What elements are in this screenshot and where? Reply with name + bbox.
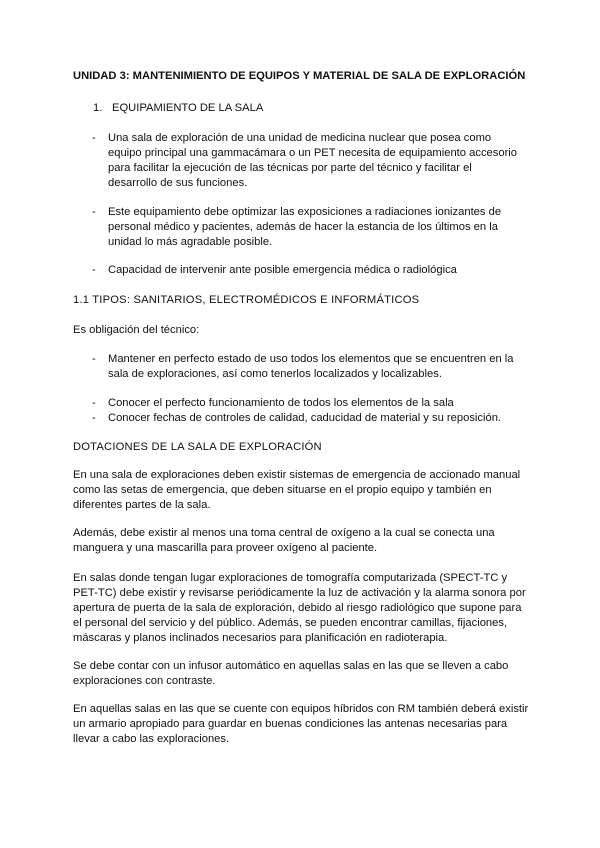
list-item bbox=[92, 396, 522, 411]
bullet-dash: - bbox=[92, 412, 96, 424]
list-item-text: Capacidad de intervenir ante posible emergencia médica o radiológica bbox=[108, 264, 457, 276]
list-item-text: Este equipamiento debe optimizar las exposiciones a radiaciones ionizantes de personal médico y pacientes, además de hacer la estancia de los últimos en la unidad lo más agradable posible. bbox=[108, 206, 502, 248]
subheading-dotaciones: DOTACIONES DE LA SALA DE EXPLORACIÓN bbox=[73, 441, 322, 453]
list-item-text: Conocer fechas de controles de calidad, caducidad de material y su reposición. bbox=[108, 412, 502, 424]
obligation-intro: Es obligación del técnico: bbox=[73, 324, 200, 336]
document-title: UNIDAD 3: MANTENIMIENTO DE EQUIPOS Y MATERIAL DE SALA DE EXPLORACIÓN bbox=[73, 70, 526, 82]
list-item bbox=[92, 131, 522, 191]
section-number: 1. bbox=[93, 102, 103, 114]
list-item-text: Conocer el perfecto funcionamiento de todos los elementos de la sala bbox=[108, 397, 454, 409]
paragraph: Además, debe existir al menos una toma central de oxígeno a la cual se conecta una manguera y una mascarilla para proveer oxígeno al paciente. bbox=[73, 527, 495, 554]
bullet-dash: - bbox=[92, 132, 96, 144]
paragraph: En aquellas salas en las que se cuente con equipos híbridos con RM también deberá existir un armario apropiado para guardar en buenas condiciones las antenas necesarias para llevar a cabo las exploraciones. bbox=[73, 703, 529, 745]
paragraph: Se debe contar con un infusor automático en aquellas salas en las que se lleven a cabo exploraciones con contraste. bbox=[73, 660, 509, 687]
list-item bbox=[92, 411, 522, 426]
section-label: EQUIPAMIENTO DE LA SALA bbox=[112, 102, 264, 114]
subheading-tipos: 1.1 TIPOS: SANITARIOS, ELECTROMÉDICOS E INFORMÁTICOS bbox=[73, 294, 420, 306]
list-item bbox=[92, 352, 522, 382]
bullet-dash: - bbox=[92, 397, 96, 409]
section-heading-equipamiento bbox=[93, 101, 263, 116]
list-item-text: Una sala de exploración de una unidad de medicina nuclear que posea como equipo principal una gammacámara o un PET necesita de equipamiento accesorio para facilitar la ejecución de las técnicas por parte del técnico y facilitar el desarrollo de sus funciones. bbox=[108, 132, 518, 189]
list-item-text: Mantener en perfecto estado de uso todos los elementos que se encuentren en la sala de exploraciones, así como tenerlos localizados y localizables. bbox=[108, 353, 514, 380]
paragraph: En una sala de exploraciones deben existir sistemas de emergencia de accionado manual como las setas de emergencia, que deben situarse en el propio equipo y también en diferentes partes de la sala. bbox=[73, 469, 521, 511]
bullet-dash: - bbox=[92, 353, 96, 365]
bullet-dash: - bbox=[92, 264, 96, 276]
paragraph: En salas donde tengan lugar exploraciones de tomografía computarizada (SPECT-TC y PET-TC) debe existir y revisarse periódicamente la luz de activación y la alarma sonora por apertura de puerta de la sala de exploración, debido al riesgo radiológico que supone para el personal del servicio y del público. Además, se pueden encontrar camillas, fijaciones, máscaras y planos inclinados necesarios para planificación en radioterapia. bbox=[73, 572, 526, 644]
list-item bbox=[92, 263, 522, 278]
bullet-dash: - bbox=[92, 206, 96, 218]
list-item bbox=[92, 205, 522, 250]
